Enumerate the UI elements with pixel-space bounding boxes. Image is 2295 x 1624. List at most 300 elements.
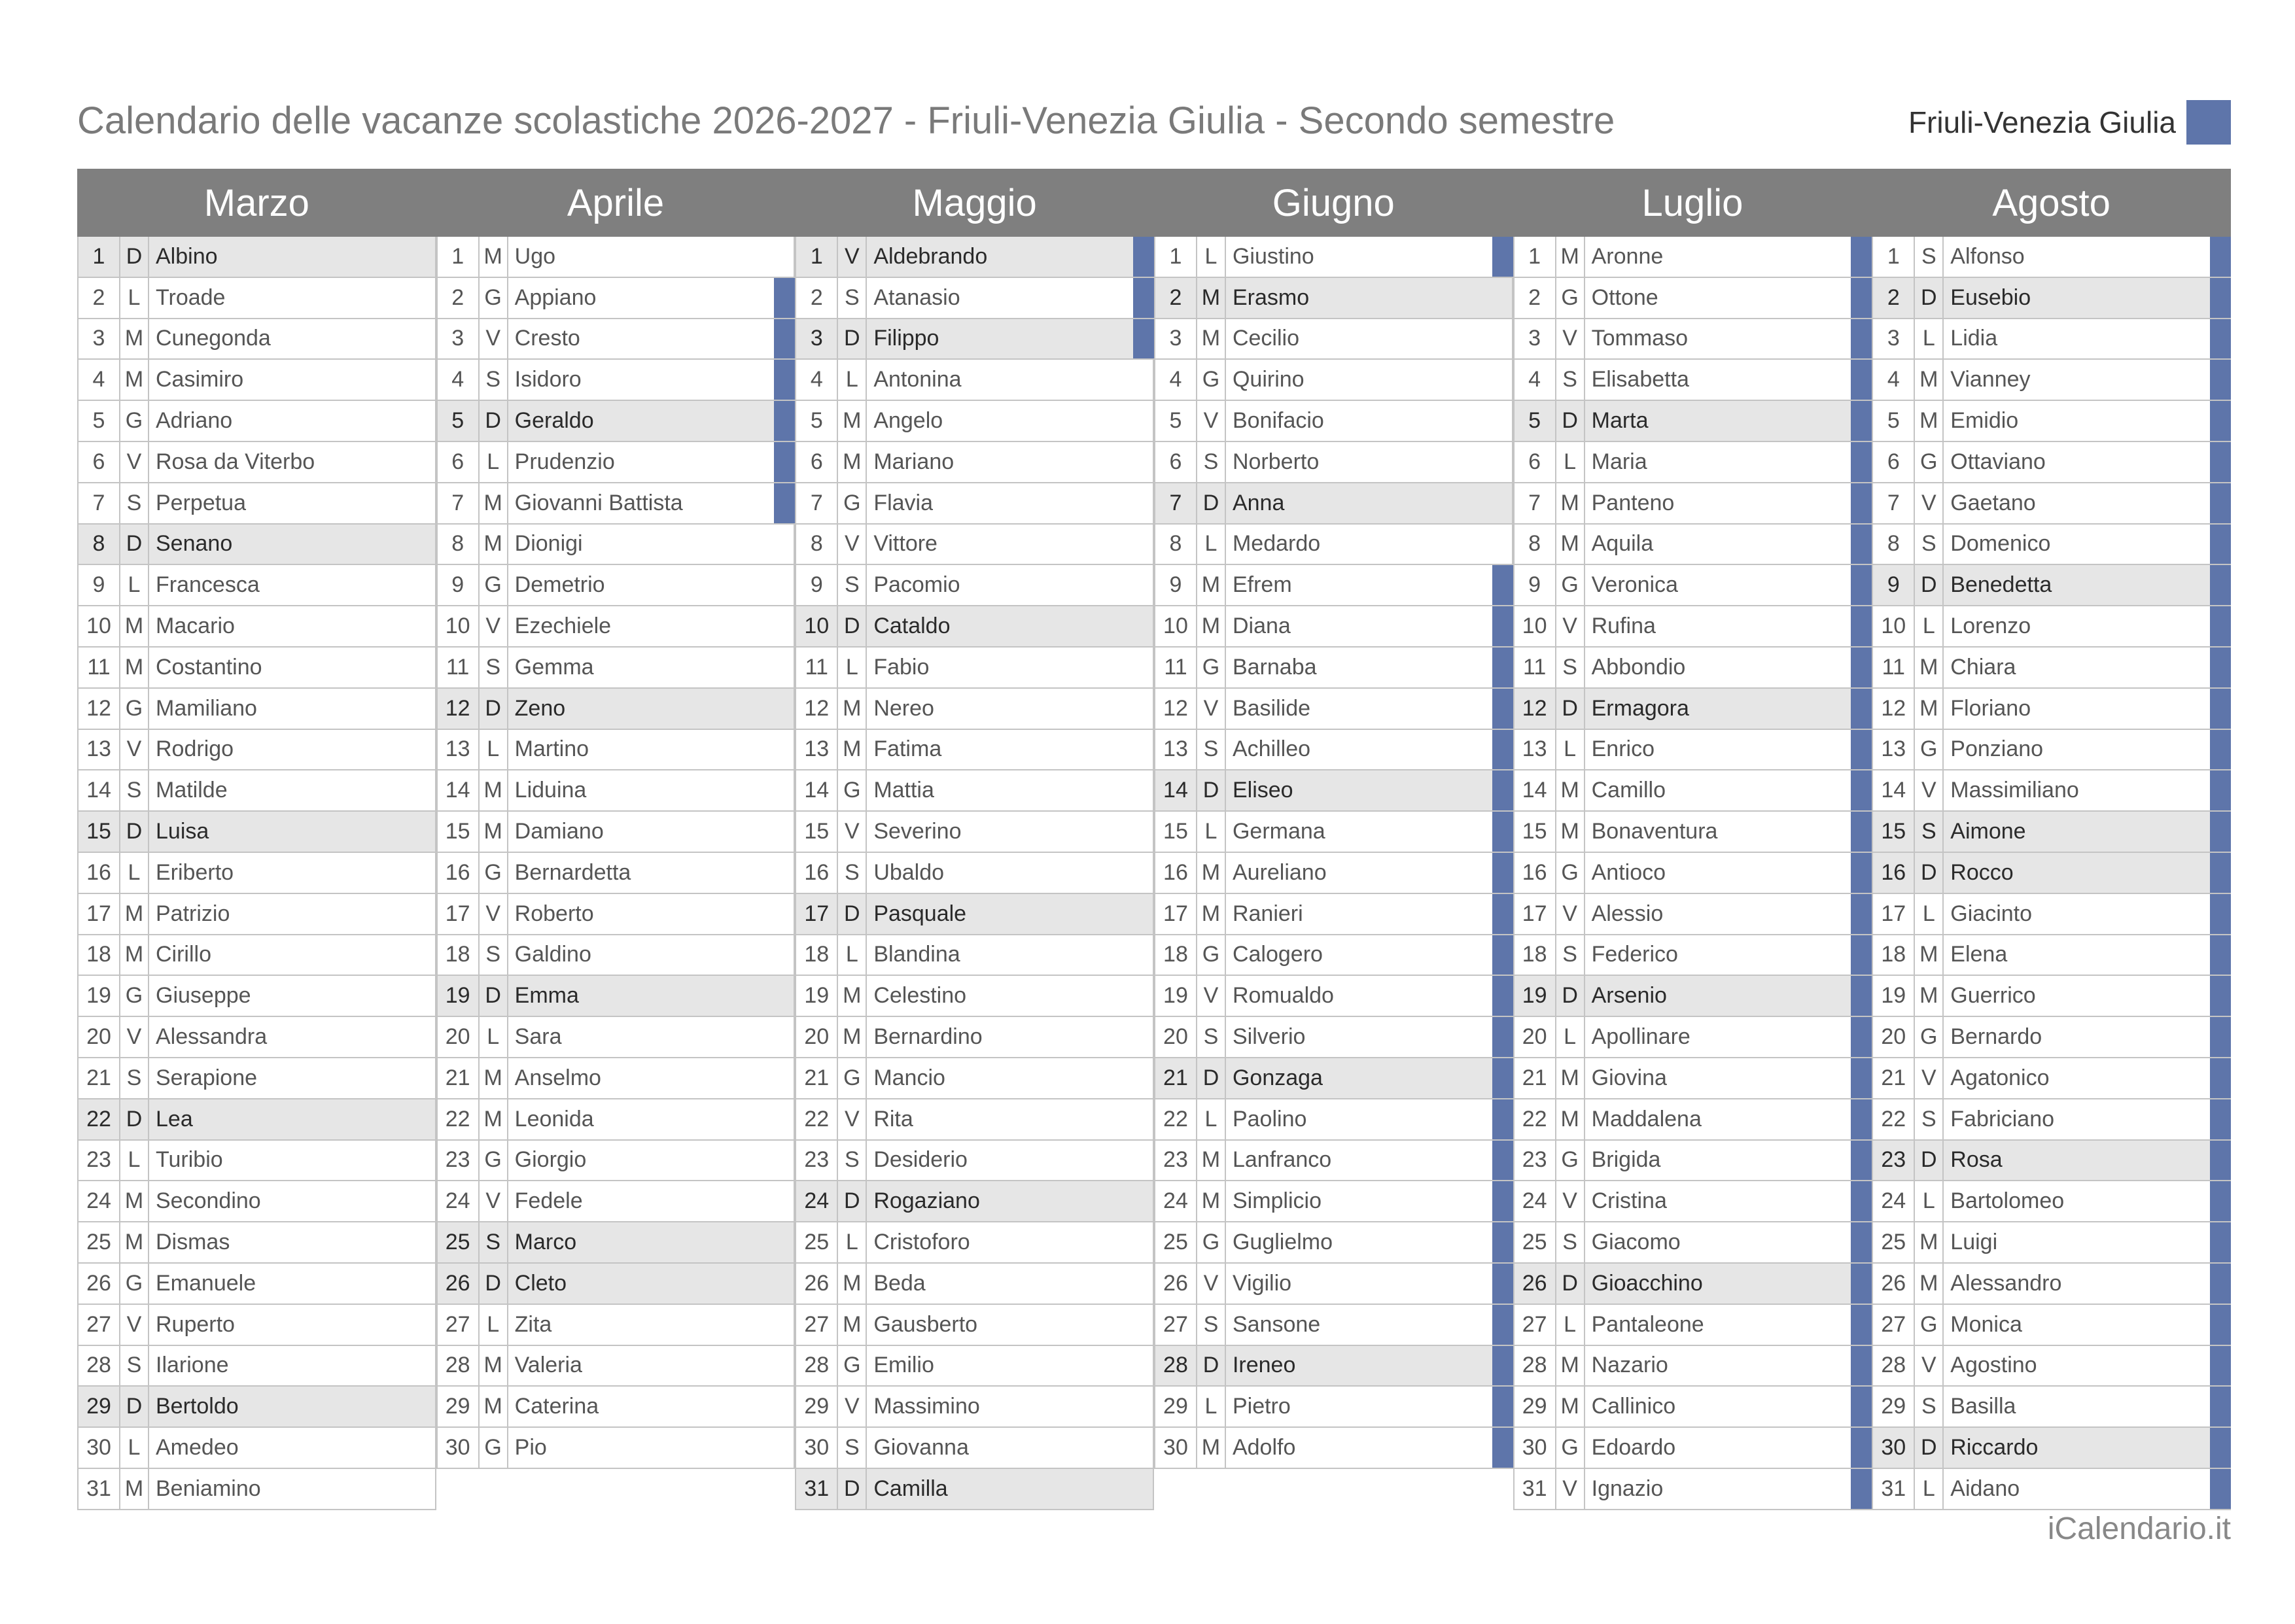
saint-name: Basilide: [1226, 689, 1513, 729]
day-number: 26: [436, 1264, 480, 1304]
weekday-letter: M: [480, 237, 508, 277]
saint-name: Perpetua: [149, 483, 436, 523]
day-row: [436, 237, 796, 278]
day-number: 30: [1513, 1428, 1556, 1468]
saint-name: Germana: [1226, 812, 1513, 852]
holiday-marker: [1492, 853, 1513, 893]
weekday-letter: L: [480, 730, 508, 770]
day-number: 13: [795, 730, 838, 770]
day-row: [1154, 812, 1513, 853]
day-number: 12: [436, 689, 480, 729]
saint-name: Romualdo: [1226, 976, 1513, 1016]
saint-name: Demetrio: [508, 565, 796, 605]
day-number: 16: [1872, 853, 1915, 893]
day-row: [1513, 360, 1872, 401]
saint-name: Lidia: [1944, 319, 2231, 359]
month-header: Maggio: [795, 169, 1154, 237]
day-number: 19: [1872, 976, 1915, 1016]
day-number: 7: [1872, 483, 1915, 523]
saint-name: Efrem: [1226, 565, 1513, 605]
weekday-letter: L: [480, 1017, 508, 1057]
holiday-marker: [1492, 1428, 1513, 1468]
weekday-letter: L: [1197, 525, 1226, 564]
holiday-marker: [1851, 237, 1872, 277]
weekday-letter: L: [838, 1222, 867, 1262]
day-number: 28: [1872, 1346, 1915, 1386]
weekday-letter: D: [1915, 1141, 1944, 1181]
day-number: 30: [436, 1428, 480, 1468]
saint-name: Atanasio: [867, 278, 1154, 318]
saint-name: Bernardetta: [508, 853, 796, 893]
day-number: 17: [436, 894, 480, 934]
weekday-letter: G: [1915, 1017, 1944, 1057]
day-number: 11: [77, 648, 120, 687]
saint-name: Lorenzo: [1944, 606, 2231, 646]
saint-name: Lanfranco: [1226, 1141, 1513, 1181]
weekday-letter: L: [1556, 1305, 1585, 1345]
month-column: [1154, 169, 1513, 1510]
day-row: [795, 606, 1154, 648]
weekday-letter: G: [1915, 730, 1944, 770]
weekday-letter: L: [120, 278, 149, 318]
day-row: [1513, 565, 1872, 606]
saint-name: Agatonico: [1944, 1058, 2231, 1098]
weekday-letter: G: [838, 1058, 867, 1098]
day-row: [77, 1305, 436, 1346]
saint-name: Panteno: [1585, 483, 1872, 523]
holiday-marker: [1492, 565, 1513, 605]
saint-name: Anselmo: [508, 1058, 796, 1098]
saint-name: Severino: [867, 812, 1154, 852]
saint-name: Adolfo: [1226, 1428, 1513, 1468]
weekday-letter: S: [838, 565, 867, 605]
day-row: [77, 648, 436, 689]
saint-name: Massimino: [867, 1387, 1154, 1426]
day-number: 3: [1154, 319, 1197, 359]
weekday-letter: V: [1197, 401, 1226, 441]
day-number: 1: [1872, 237, 1915, 277]
holiday-marker: [2210, 1387, 2231, 1426]
saint-name: Bonaventura: [1585, 812, 1872, 852]
saint-name: Giovina: [1585, 1058, 1872, 1098]
day-number: 8: [1513, 525, 1556, 564]
weekday-letter: M: [120, 1469, 149, 1509]
day-number: 9: [795, 565, 838, 605]
holiday-marker: [2210, 278, 2231, 318]
holiday-marker: [1133, 237, 1154, 277]
day-row: [77, 278, 436, 319]
saint-name: Mancio: [867, 1058, 1154, 1098]
saint-name: Gausberto: [867, 1305, 1154, 1345]
weekday-letter: D: [838, 606, 867, 646]
saint-name: Cunegonda: [149, 319, 436, 359]
day-number: 18: [1154, 935, 1197, 975]
day-row: [1154, 689, 1513, 730]
month-header: Agosto: [1872, 169, 2231, 237]
saint-name: Giorgio: [508, 1141, 796, 1181]
day-number: 19: [795, 976, 838, 1016]
day-row: [77, 1017, 436, 1058]
footer-brand: iCalendario.it: [2047, 1512, 2231, 1546]
day-row: [1154, 1141, 1513, 1182]
saint-name: Nereo: [867, 689, 1154, 729]
day-number: 23: [1872, 1141, 1915, 1181]
holiday-marker: [1492, 1305, 1513, 1345]
day-row: [77, 853, 436, 894]
saint-name: Maria: [1585, 442, 1872, 482]
weekday-letter: M: [1197, 278, 1226, 318]
day-number: 11: [1154, 648, 1197, 687]
day-row: [436, 278, 796, 319]
day-row: [436, 1017, 796, 1058]
saint-name: Aldebrando: [867, 237, 1154, 277]
saint-name: Ignazio: [1585, 1469, 1872, 1509]
day-number: 8: [436, 525, 480, 564]
day-row: [1872, 319, 2231, 360]
saint-name: Gioacchino: [1585, 1264, 1872, 1304]
weekday-letter: D: [120, 525, 149, 564]
day-row: [77, 1058, 436, 1099]
day-row: [1872, 1428, 2231, 1469]
day-row: [436, 1141, 796, 1182]
holiday-marker: [1492, 237, 1513, 277]
day-number: 5: [1154, 401, 1197, 441]
day-row: [436, 689, 796, 730]
day-number: 13: [77, 730, 120, 770]
saint-name: Ubaldo: [867, 853, 1154, 893]
day-row: [1513, 770, 1872, 812]
holiday-marker: [2210, 1099, 2231, 1139]
day-row: [1154, 1222, 1513, 1264]
month-column: [1872, 169, 2231, 1510]
day-row: [1513, 1346, 1872, 1387]
day-number: 2: [795, 278, 838, 318]
day-row: [436, 319, 796, 360]
day-row: [77, 935, 436, 976]
day-row: [1513, 278, 1872, 319]
weekday-letter: L: [120, 1428, 149, 1468]
day-number: 2: [436, 278, 480, 318]
weekday-letter: S: [480, 935, 508, 975]
weekday-letter: G: [480, 565, 508, 605]
saint-name: Troade: [149, 278, 436, 318]
day-row: [1872, 770, 2231, 812]
weekday-letter: M: [120, 606, 149, 646]
saint-name: Gemma: [508, 648, 796, 687]
saint-name: Eusebio: [1944, 278, 2231, 318]
holiday-marker: [1851, 483, 1872, 523]
holiday-marker: [2210, 935, 2231, 975]
saint-name: Vianney: [1944, 360, 2231, 400]
day-row: [1154, 894, 1513, 935]
weekday-letter: D: [1915, 278, 1944, 318]
saint-name: Giacinto: [1944, 894, 2231, 934]
weekday-letter: S: [480, 360, 508, 400]
day-number: 21: [1872, 1058, 1915, 1098]
day-row: [1872, 1058, 2231, 1099]
weekday-letter: D: [1915, 1428, 1944, 1468]
saint-name: Adriano: [149, 401, 436, 441]
day-row: [1872, 812, 2231, 853]
day-number: 20: [1872, 1017, 1915, 1057]
day-number: 5: [77, 401, 120, 441]
holiday-marker: [1492, 976, 1513, 1016]
weekday-letter: D: [1915, 853, 1944, 893]
holiday-marker: [2210, 1141, 2231, 1181]
weekday-letter: S: [1915, 1099, 1944, 1139]
saint-name: Aidano: [1944, 1469, 2231, 1509]
saint-name: Tommaso: [1585, 319, 1872, 359]
weekday-letter: M: [1197, 853, 1226, 893]
saint-name: Mamiliano: [149, 689, 436, 729]
day-row: [77, 1222, 436, 1264]
saint-name: Arsenio: [1585, 976, 1872, 1016]
day-number: 22: [1513, 1099, 1556, 1139]
day-number: 13: [1154, 730, 1197, 770]
weekday-letter: D: [1556, 401, 1585, 441]
saint-name: Alessandra: [149, 1017, 436, 1057]
day-number: 8: [77, 525, 120, 564]
weekday-letter: G: [480, 278, 508, 318]
day-number: 8: [1872, 525, 1915, 564]
weekday-letter: V: [480, 1181, 508, 1221]
day-number: 19: [1513, 976, 1556, 1016]
day-row: [436, 853, 796, 894]
saint-name: Erasmo: [1226, 278, 1513, 318]
day-number: 15: [77, 812, 120, 852]
legend: [1908, 100, 2231, 145]
holiday-marker: [1492, 812, 1513, 852]
day-row: [77, 1387, 436, 1428]
day-row: [1513, 1428, 1872, 1469]
holiday-marker: [774, 319, 795, 359]
saint-name: Prudenzio: [508, 442, 796, 482]
weekday-letter: G: [1915, 442, 1944, 482]
day-number: 28: [795, 1346, 838, 1386]
holiday-marker: [774, 360, 795, 400]
saint-name: Benedetta: [1944, 565, 2231, 605]
weekday-letter: L: [120, 1141, 149, 1181]
saint-name: Rosa: [1944, 1141, 2231, 1181]
weekday-letter: L: [1915, 1181, 1944, 1221]
saint-name: Valeria: [508, 1346, 796, 1386]
weekday-letter: M: [1915, 360, 1944, 400]
saint-name: Leonida: [508, 1099, 796, 1139]
holiday-marker: [2210, 401, 2231, 441]
weekday-letter: M: [120, 1222, 149, 1262]
day-number: 6: [795, 442, 838, 482]
weekday-letter: M: [1915, 976, 1944, 1016]
holiday-marker: [1851, 770, 1872, 810]
weekday-letter: L: [1197, 1387, 1226, 1426]
weekday-letter: D: [480, 1264, 508, 1304]
day-number: 23: [77, 1141, 120, 1181]
weekday-letter: M: [1915, 401, 1944, 441]
day-number: 28: [1154, 1346, 1197, 1386]
holiday-marker: [1851, 648, 1872, 687]
day-number: 29: [1872, 1387, 1915, 1426]
weekday-letter: L: [1556, 1017, 1585, 1057]
saint-name: Dismas: [149, 1222, 436, 1262]
weekday-letter: D: [1556, 689, 1585, 729]
day-number: 30: [1154, 1428, 1197, 1468]
weekday-letter: G: [838, 483, 867, 523]
day-number: 28: [77, 1346, 120, 1386]
day-number: 29: [795, 1387, 838, 1426]
day-number: 9: [436, 565, 480, 605]
saint-name: Callinico: [1585, 1387, 1872, 1426]
weekday-letter: L: [120, 565, 149, 605]
holiday-marker: [1851, 1428, 1872, 1468]
holiday-marker: [2210, 442, 2231, 482]
day-row: [795, 565, 1154, 606]
weekday-letter: G: [120, 401, 149, 441]
day-row: [1513, 1469, 1872, 1510]
holiday-marker: [1851, 894, 1872, 934]
day-number: 12: [77, 689, 120, 729]
weekday-letter: D: [1197, 1058, 1226, 1098]
day-number: 16: [436, 853, 480, 893]
day-number: 31: [1513, 1469, 1556, 1509]
day-number: 19: [77, 976, 120, 1016]
day-number: 10: [1872, 606, 1915, 646]
saint-name: Giacomo: [1585, 1222, 1872, 1262]
weekday-letter: D: [838, 1469, 867, 1509]
day-number: 15: [795, 812, 838, 852]
weekday-letter: D: [1556, 1264, 1585, 1304]
day-row: [436, 1099, 796, 1141]
saint-name: Rita: [867, 1099, 1154, 1139]
holiday-marker: [1851, 525, 1872, 564]
day-row: [1154, 319, 1513, 360]
day-number: 18: [436, 935, 480, 975]
day-row: [1513, 1141, 1872, 1182]
saint-name: Gaetano: [1944, 483, 2231, 523]
day-number: 10: [77, 606, 120, 646]
day-row: [1513, 812, 1872, 853]
day-row: [436, 483, 796, 525]
holiday-marker: [1492, 1264, 1513, 1304]
day-number: 29: [436, 1387, 480, 1426]
saint-name: Ottone: [1585, 278, 1872, 318]
day-row: [1872, 1222, 2231, 1264]
day-row: [1154, 525, 1513, 566]
weekday-letter: M: [1197, 606, 1226, 646]
day-number: 29: [1513, 1387, 1556, 1426]
saint-name: Marco: [508, 1222, 796, 1262]
day-row: [1513, 648, 1872, 689]
day-number: 19: [1154, 976, 1197, 1016]
day-number: 10: [1154, 606, 1197, 646]
saint-name: Brigida: [1585, 1141, 1872, 1181]
weekday-letter: M: [1915, 1222, 1944, 1262]
day-row: [1513, 1017, 1872, 1058]
weekday-letter: D: [838, 1181, 867, 1221]
day-number: 9: [1513, 565, 1556, 605]
weekday-letter: V: [120, 1017, 149, 1057]
weekday-letter: V: [480, 319, 508, 359]
holiday-marker: [774, 278, 795, 318]
day-number: 14: [436, 770, 480, 810]
holiday-marker: [1851, 1181, 1872, 1221]
day-row: [1872, 1017, 2231, 1058]
day-number: 16: [1513, 853, 1556, 893]
saint-name: Secondino: [149, 1181, 436, 1221]
saint-name: Fedele: [508, 1181, 796, 1221]
day-row: [795, 1181, 1154, 1222]
saint-name: Floriano: [1944, 689, 2231, 729]
weekday-letter: G: [480, 853, 508, 893]
day-number: 30: [1872, 1428, 1915, 1468]
day-row: [1513, 730, 1872, 771]
weekday-letter: M: [120, 319, 149, 359]
holiday-marker: [2210, 770, 2231, 810]
day-number: 24: [77, 1181, 120, 1221]
weekday-letter: L: [120, 853, 149, 893]
saint-name: Emidio: [1944, 401, 2231, 441]
weekday-letter: M: [1556, 770, 1585, 810]
day-row: [77, 525, 436, 566]
day-number: 4: [436, 360, 480, 400]
day-number: 14: [1154, 770, 1197, 810]
day-number: 17: [795, 894, 838, 934]
day-row: [795, 853, 1154, 894]
day-row: [1154, 606, 1513, 648]
day-row: [795, 1058, 1154, 1099]
weekday-letter: M: [120, 360, 149, 400]
saint-name: Amedeo: [149, 1428, 436, 1468]
saint-name: Rogaziano: [867, 1181, 1154, 1221]
saint-name: Luisa: [149, 812, 436, 852]
saint-name: Guerrico: [1944, 976, 2231, 1016]
day-number: 2: [1513, 278, 1556, 318]
saint-name: Cleto: [508, 1264, 796, 1304]
weekday-letter: D: [480, 976, 508, 1016]
weekday-letter: D: [120, 812, 149, 852]
saint-name: Pasquale: [867, 894, 1154, 934]
day-row: [1154, 1346, 1513, 1387]
saint-name: Mariano: [867, 442, 1154, 482]
weekday-letter: V: [838, 1387, 867, 1426]
day-row: [1513, 1387, 1872, 1428]
saint-name: Alessio: [1585, 894, 1872, 934]
day-number: 13: [1872, 730, 1915, 770]
day-row: [1154, 1428, 1513, 1469]
month-days: [1872, 237, 2231, 1510]
saint-name: Fabio: [867, 648, 1154, 687]
weekday-letter: M: [1915, 689, 1944, 729]
holiday-marker: [1851, 319, 1872, 359]
day-row: [436, 1428, 796, 1469]
day-number: 27: [795, 1305, 838, 1345]
weekday-letter: S: [1556, 648, 1585, 687]
day-number: 6: [77, 442, 120, 482]
weekday-letter: D: [480, 689, 508, 729]
saint-name: Ottaviano: [1944, 442, 2231, 482]
weekday-letter: L: [1915, 606, 1944, 646]
day-number: 20: [1513, 1017, 1556, 1057]
day-row: [436, 606, 796, 648]
saint-name: Bartolomeo: [1944, 1181, 2231, 1221]
weekday-letter: D: [1556, 976, 1585, 1016]
day-number: 21: [77, 1058, 120, 1098]
holiday-marker: [1851, 606, 1872, 646]
saint-name: Cecilio: [1226, 319, 1513, 359]
day-number: 3: [795, 319, 838, 359]
holiday-marker: [1851, 401, 1872, 441]
day-row: [795, 976, 1154, 1017]
day-row: [795, 1017, 1154, 1058]
